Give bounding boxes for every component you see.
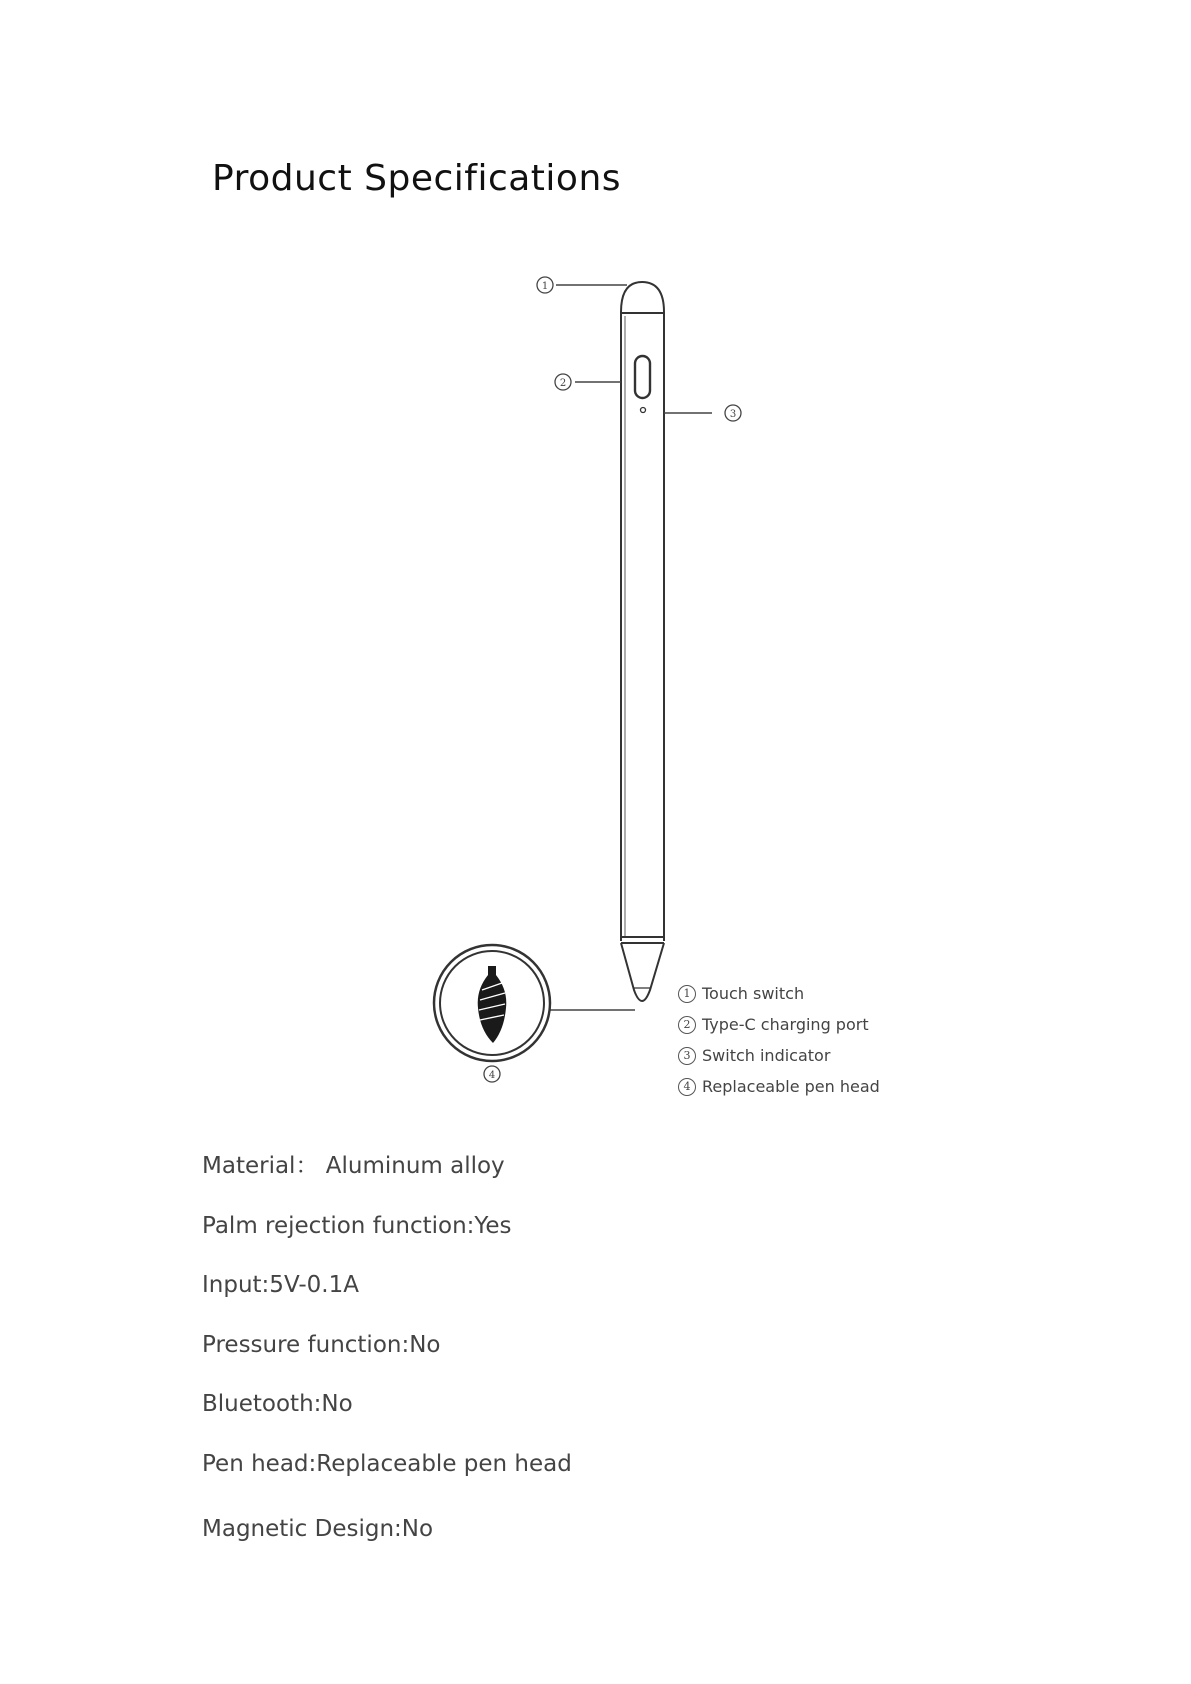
legend-number: 4	[678, 1078, 696, 1096]
spec-magnetic: Magnetic Design:No	[202, 1516, 434, 1542]
legend-label: Switch indicator	[702, 1046, 831, 1065]
leader-lines	[549, 285, 712, 1010]
legend-label: Replaceable pen head	[702, 1077, 880, 1096]
legend-item-type-c-port	[678, 1009, 880, 1040]
spec-input: Input:5V-0.1A	[202, 1272, 359, 1298]
svg-text:1: 1	[541, 281, 549, 292]
legend-label: Touch switch	[702, 984, 805, 1003]
svg-text:2: 2	[559, 378, 567, 389]
legend-item-pen-head	[678, 1071, 880, 1102]
pen-head-magnified	[434, 945, 550, 1061]
marker-3	[725, 405, 741, 421]
legend-item-switch-indicator	[678, 1040, 880, 1071]
legend-number: 2	[678, 1016, 696, 1034]
marker-4	[484, 1066, 500, 1082]
stylus-pen-illustration	[621, 282, 664, 1001]
spec-bluetooth: Bluetooth:No	[202, 1391, 353, 1417]
type-c-port-shape	[635, 356, 650, 398]
spec-material: Material： Aluminum alloy	[202, 1153, 505, 1179]
diagram-legend	[678, 978, 880, 1102]
marker-1	[537, 277, 553, 293]
legend-number: 1	[678, 985, 696, 1003]
spec-pen-head: Pen head:Replaceable pen head	[202, 1450, 572, 1477]
marker-2	[555, 374, 571, 390]
spec-list	[202, 1146, 572, 1563]
page-title: Product Specifications	[212, 158, 622, 199]
spec-palm-rejection: Palm rejection function:Yes	[202, 1212, 512, 1239]
spec-pressure: Pressure function:No	[202, 1331, 441, 1358]
svg-text:3: 3	[729, 409, 737, 420]
indicator-dot	[641, 408, 646, 413]
svg-text:4: 4	[488, 1070, 496, 1081]
legend-label: Type-C charging port	[702, 1015, 869, 1034]
legend-item-touch-switch	[678, 978, 880, 1009]
legend-number: 3	[678, 1047, 696, 1065]
